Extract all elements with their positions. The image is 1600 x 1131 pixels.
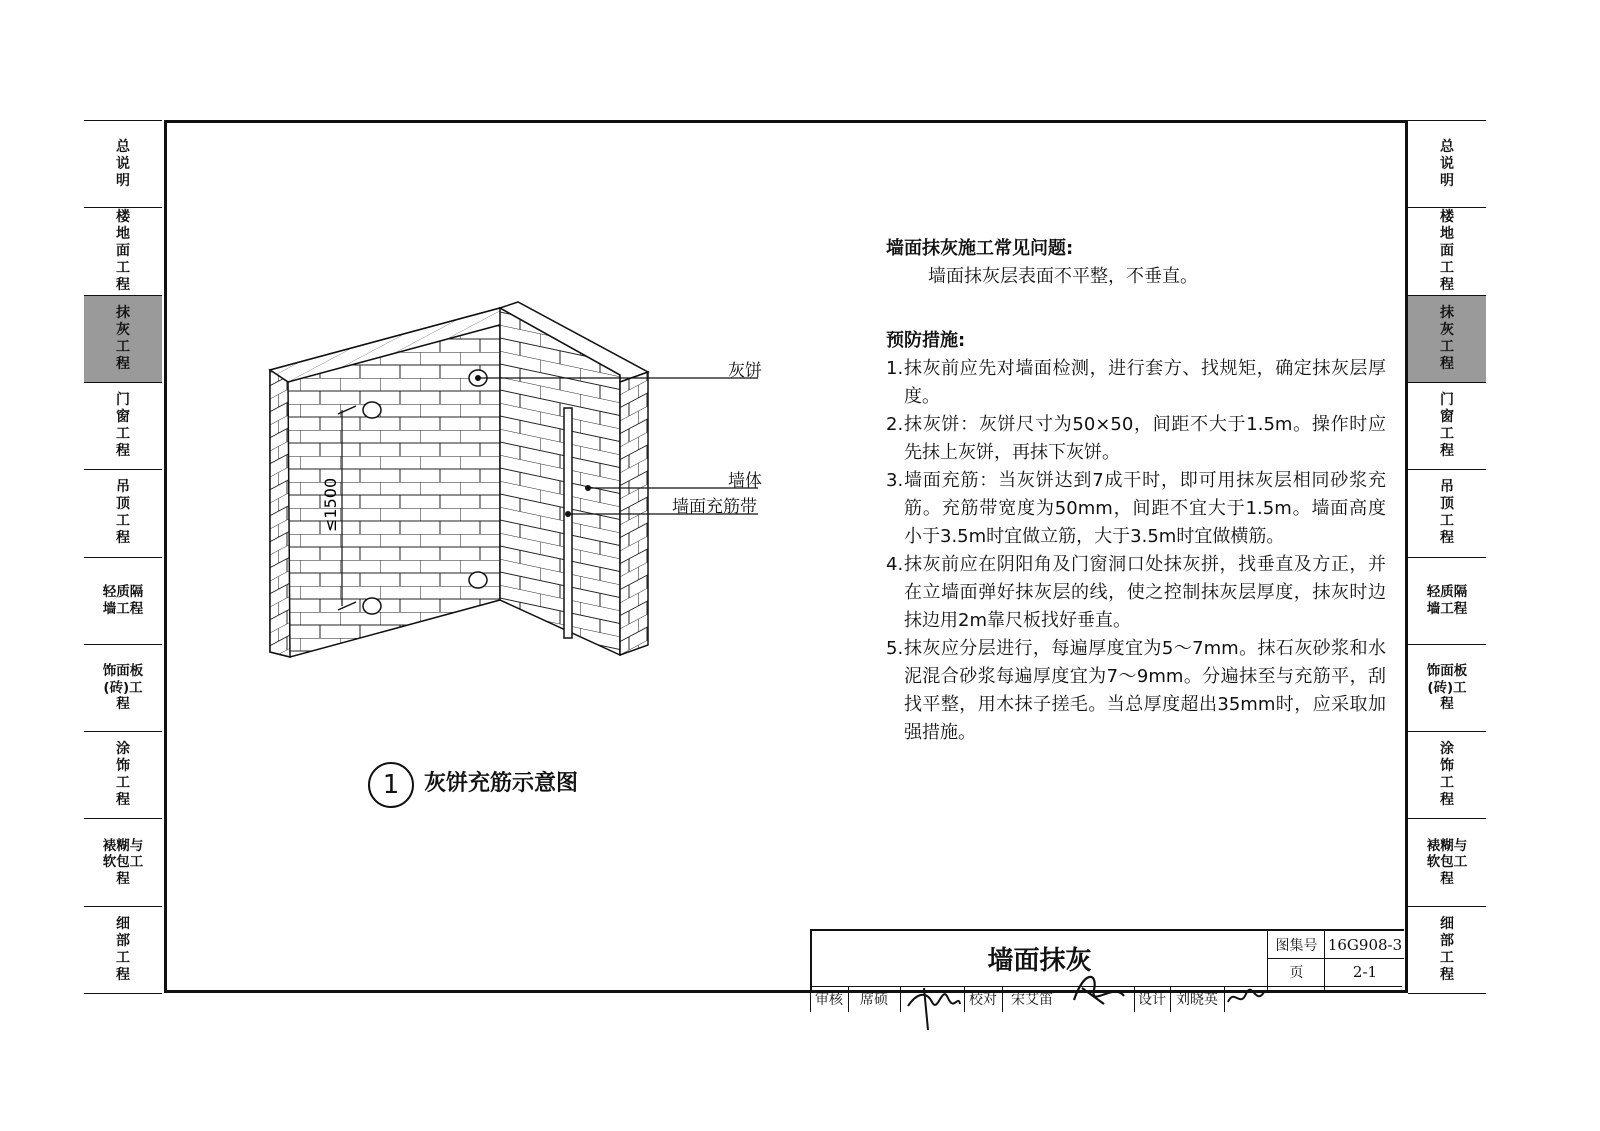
label-wall: 墙体 (728, 471, 762, 491)
left-tab-9[interactable] (84, 819, 162, 905)
check-label: 校对 (969, 992, 997, 1008)
tab-label: 吊顶工程 (116, 479, 130, 547)
tab-divider (1408, 993, 1486, 994)
checker-name: 宋艾笛 (1011, 992, 1053, 1008)
checker-signature (1064, 960, 1134, 1012)
problem-text: 墙面抹灰层表面不平整，不垂直。 (928, 266, 1198, 287)
tab-label: 抹灰工程 (1440, 304, 1454, 372)
left-tab-4[interactable] (84, 383, 162, 469)
tab-label: 涂饰工程 (116, 741, 130, 809)
right-tab-2[interactable] (1408, 208, 1486, 294)
label-plaster-cake: 灰饼 (728, 361, 762, 381)
atlas-number: 16G908-3 (1327, 935, 1403, 954)
right-tab-5[interactable] (1408, 470, 1486, 556)
tab-label: 抹灰工程 (116, 304, 130, 372)
left-tab-8[interactable] (84, 732, 162, 818)
tab-label: 总说明 (116, 138, 130, 189)
plaster-cake (363, 402, 381, 418)
tab-label: 涂饰工程 (1440, 741, 1454, 809)
measures-list (886, 355, 1386, 747)
right-tab-3[interactable] (1408, 296, 1486, 382)
tab-label: 楼地面工程 (116, 208, 130, 293)
plaster-strip (564, 408, 572, 638)
label-plaster-strip: 墙面充筋带 (672, 497, 757, 517)
measure-number: 3. (886, 470, 904, 491)
right-tab-8[interactable] (1408, 732, 1486, 818)
measure-text: 抹灰应分层进行，每遍厚度宜为5～7mm。抹石灰砂浆和水泥混合砂浆每遍厚度宜为7～9mm。分遍抹至与充筋平，刮找平整，用木抹子搓毛。当总厚度超出35mm时，应采取加强措施。 (904, 638, 1386, 743)
right-tab-10[interactable] (1408, 907, 1486, 993)
reviewer-name: 席硕 (860, 992, 888, 1008)
review-label: 审核 (815, 992, 843, 1008)
tab-label: 总说明 (1440, 138, 1454, 189)
reviewer-signature (902, 964, 964, 1034)
measure-item (886, 467, 1386, 551)
tab-label: 轻质隔墙工程 (102, 584, 144, 617)
page-label: 页 (1289, 965, 1304, 981)
page-number: 2-1 (1352, 963, 1378, 981)
dimension-label: ≤1500 (321, 477, 340, 532)
measure-item (886, 355, 1386, 411)
measure-number: 2. (886, 414, 904, 435)
measure-text: 墙面充筋：当灰饼达到7成干时，即可用抹灰层相同砂浆充筋。充筋带宽度为50mm，间距不宜大于1.5m。墙面高度小于3.5m时宜做立筋，大于3.5m时宜做横筋。 (904, 470, 1386, 547)
plaster-cake (469, 572, 487, 588)
left-tab-6[interactable] (84, 558, 162, 644)
signature-row (810, 986, 1400, 1012)
figure-number: 1 (382, 770, 400, 800)
drawing-title: 墙面抹灰 (987, 946, 1092, 976)
tab-label: 楼地面工程 (1440, 208, 1454, 293)
tab-label: 轻质隔墙工程 (1426, 584, 1468, 617)
measure-item (886, 411, 1386, 467)
measure-text: 抹灰前应在阴阳角及门窗洞口处抹灰拼，找垂直及方正，并在立墙面弹好抹灰层的线，使之控制抹灰层厚度，抹灰时边抹边用2m靠尺板找好垂直。 (904, 554, 1386, 631)
problem-title: 墙面抹灰施工常见问题: (886, 238, 1074, 259)
right-tab-7[interactable] (1408, 645, 1486, 731)
left-tab-7[interactable] (84, 645, 162, 731)
tab-label: 裱糊与软包工程 (1426, 837, 1468, 887)
figure-caption: 灰饼充筋示意图 (424, 771, 579, 796)
atlas-label: 图集号 (1275, 937, 1318, 954)
designer-signature (1224, 982, 1268, 1016)
left-tab-10[interactable] (84, 907, 162, 993)
right-tab-9[interactable] (1408, 819, 1486, 905)
measure-number: 5. (886, 638, 904, 659)
tab-label: 细部工程 (1440, 915, 1454, 983)
tab-label: 裱糊与软包工程 (102, 837, 144, 887)
tab-label: 饰面板(砖)工程 (102, 663, 144, 713)
right-tab-6[interactable] (1408, 558, 1486, 644)
left-tab-2[interactable] (84, 208, 162, 294)
measure-item (886, 551, 1386, 635)
measure-item (886, 635, 1386, 747)
right-tab-1[interactable] (1408, 121, 1486, 207)
left-tab-3[interactable] (84, 296, 162, 382)
design-label: 设计 (1138, 992, 1166, 1008)
left-tab-1[interactable] (84, 121, 162, 207)
figure-number-circle (368, 762, 414, 808)
notes-block (886, 235, 1386, 747)
measures-title: 预防措施: (886, 330, 966, 351)
left-tab-5[interactable] (84, 470, 162, 556)
measure-text: 抹灰饼：灰饼尺寸为50×50，间距不大于1.5m。操作时应先抹上灰饼，再抹下灰饼。 (904, 414, 1386, 463)
tab-label: 吊顶工程 (1440, 479, 1454, 547)
tab-label: 饰面板(砖)工程 (1426, 663, 1468, 713)
measure-number: 4. (886, 554, 904, 575)
tab-label: 门窗工程 (1440, 392, 1454, 460)
plastering-diagram (260, 300, 800, 680)
tab-label: 门窗工程 (116, 392, 130, 460)
plaster-cake (363, 598, 381, 614)
tab-divider (84, 993, 162, 994)
tab-label: 细部工程 (116, 915, 130, 983)
left-wall-end (270, 370, 290, 657)
measure-number: 1. (886, 358, 904, 379)
designer-name: 刘晓英 (1176, 992, 1218, 1008)
right-tab-4[interactable] (1408, 383, 1486, 469)
measure-text: 抹灰前应先对墙面检测，进行套方、找规矩，确定抹灰层厚度。 (904, 358, 1386, 407)
